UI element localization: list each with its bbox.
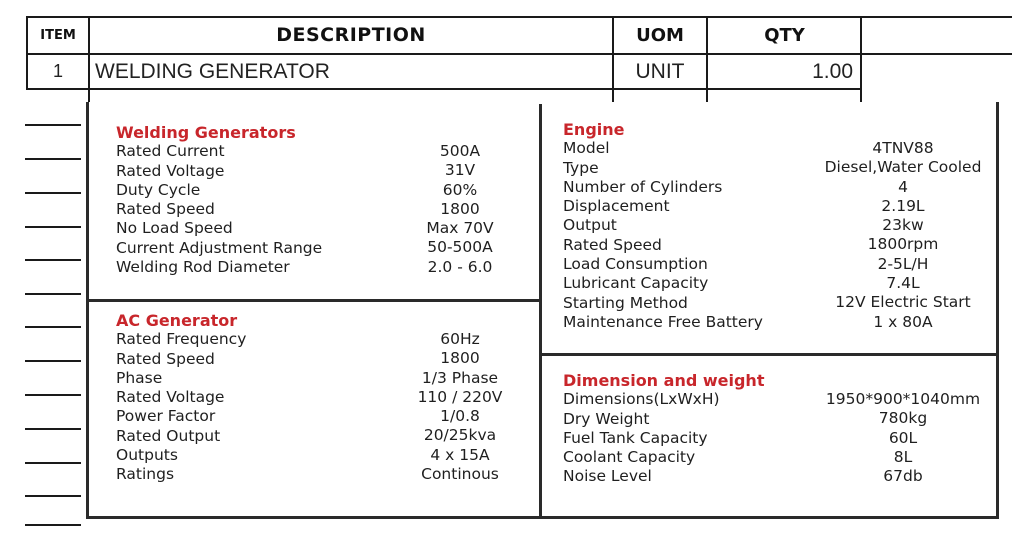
spec-value: 7.4L: [886, 274, 920, 293]
spec-value: Max 70V: [426, 219, 494, 238]
row-stub-line: [25, 326, 81, 328]
spec-value: 1800: [440, 349, 480, 368]
spec-label: Coolant Capacity: [563, 448, 696, 467]
spec-label: Rated Voltage: [116, 161, 225, 180]
spec-label: Rated Output: [116, 426, 221, 445]
spec-value: 2-5L/H: [877, 254, 929, 273]
spec-value: 1/0.8: [440, 407, 480, 426]
spec-value: 31V: [444, 161, 476, 180]
spec-label: Displacement: [563, 197, 670, 216]
spec-value: 60L: [888, 428, 918, 447]
spec-label: Number of Cylinders: [563, 177, 723, 196]
header-qty: QTY: [764, 24, 805, 46]
engine-section-title: Engine: [563, 120, 625, 139]
spec-value: 1 x 80A: [873, 312, 933, 331]
row-stub-line: [25, 394, 81, 396]
row-stub-line: [25, 192, 81, 194]
row-stub-line: [25, 462, 81, 464]
spec-value: 60Hz: [440, 330, 480, 348]
spec-label: Type: [563, 158, 599, 177]
spec-value: 1950*900*1040mm: [825, 390, 981, 408]
row-stub-line: [25, 226, 81, 228]
row-stub-line: [25, 524, 81, 526]
spec-label: Dimensions(LxWxH): [563, 390, 720, 409]
spec-panel-right-split: [539, 353, 999, 356]
row-stub-line: [25, 158, 81, 160]
spec-value: 8L: [893, 447, 913, 466]
spec-label: Power Factor: [116, 407, 216, 426]
welding-section-title: Welding Generators: [116, 123, 296, 142]
spec-value: 780kg: [878, 409, 928, 428]
spec-value: 50-500A: [427, 238, 493, 257]
row-stub-line: [25, 293, 81, 295]
row-stub-line: [25, 124, 81, 126]
spec-value: 1/3 Phase: [421, 368, 499, 387]
row-description: WELDING GENERATOR: [95, 59, 330, 83]
dimension-values: [815, 390, 991, 486]
welding-specs: [116, 123, 322, 277]
spec-value: 23kw: [882, 216, 924, 235]
spec-value: 2.19L: [881, 196, 925, 215]
spec-label: Model: [563, 139, 610, 158]
ac-section-title: AC Generator: [116, 311, 238, 330]
engine-values: [815, 139, 991, 332]
spec-label: Lubricant Capacity: [563, 274, 709, 293]
row-qty: 1.00: [812, 59, 853, 83]
spec-label: Fuel Tank Capacity: [563, 428, 708, 447]
spec-value: 2.0 - 6.0: [427, 257, 493, 276]
row-stub-line: [25, 360, 81, 362]
dimension-section-title: Dimension and weight: [563, 371, 765, 390]
spec-value: 12V Electric Start: [835, 293, 971, 312]
dimension-specs: [563, 371, 764, 487]
spec-value: 67db: [883, 467, 923, 486]
spec-label: Noise Level: [563, 467, 652, 486]
spec-value: 1800: [440, 199, 480, 218]
spec-value: 500A: [439, 142, 481, 160]
spec-label: Rated Speed: [563, 235, 662, 254]
spec-value: 1800rpm: [867, 235, 939, 254]
spec-label: Duty Cycle: [116, 180, 201, 199]
spec-label: Welding Rod Diameter: [116, 258, 290, 277]
welding-values: [400, 142, 520, 277]
spec-label: Maintenance Free Battery: [563, 312, 763, 331]
ac-values: [398, 330, 522, 484]
spec-value: 4: [898, 177, 908, 196]
row-stub-line: [25, 495, 81, 497]
spec-panel-left-split: [86, 299, 541, 302]
spec-label: Outputs: [116, 446, 178, 465]
spec-label: Load Consumption: [563, 255, 708, 274]
spec-panel-right-border: [996, 102, 999, 518]
spec-label: Starting Method: [563, 293, 688, 312]
row-item-number: 1: [52, 61, 63, 81]
table-row-divider: [26, 88, 862, 90]
row-stub-line: [25, 259, 81, 261]
spec-label: Phase: [116, 368, 163, 387]
spec-label: Dry Weight: [563, 409, 650, 428]
spec-value: 60%: [442, 180, 478, 199]
spec-label: Rated Speed: [116, 200, 215, 219]
spec-label: Rated Current: [116, 142, 225, 161]
spec-panel-center-divider: [539, 104, 542, 518]
spec-label: Output: [563, 216, 617, 235]
ac-specs: [116, 311, 246, 485]
spec-value: 4TNV88: [872, 139, 934, 157]
header-item: ITEM: [40, 27, 76, 43]
engine-specs: [563, 120, 763, 332]
row-stub-line: [25, 428, 81, 430]
spec-label: Rated Frequency: [116, 330, 247, 349]
spec-panel-left-border: [86, 102, 89, 518]
spec-label: Ratings: [116, 465, 175, 484]
row-uom: UNIT: [635, 59, 685, 83]
spec-label: No Load Speed: [116, 219, 233, 238]
header-uom: UOM: [636, 24, 684, 46]
spec-label: Rated Voltage: [116, 388, 225, 407]
spec-value: 4 x 15A: [430, 445, 490, 464]
spec-value: Continous: [421, 465, 499, 484]
spec-label: Rated Speed: [116, 349, 215, 368]
header-description: DESCRIPTION: [276, 24, 426, 46]
spec-panel-bottom-border: [86, 516, 999, 519]
spec-label: Current Adjustment Range: [116, 238, 323, 257]
spec-value: Diesel,Water Cooled: [824, 158, 982, 177]
spec-value: 20/25kva: [423, 426, 497, 445]
spec-value: 110 / 220V: [417, 387, 503, 406]
